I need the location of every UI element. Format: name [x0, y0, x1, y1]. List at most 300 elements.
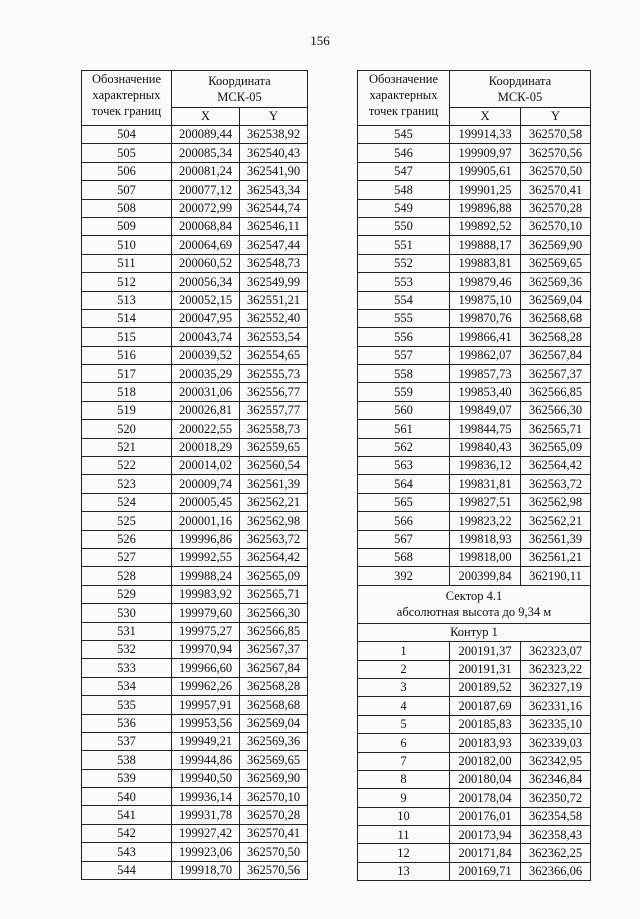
x-coordinate-cell: 199818,93	[450, 530, 521, 548]
section-row	[358, 585, 591, 623]
y-coordinate-cell: 362569,90	[240, 769, 308, 787]
point-id-cell: 538	[82, 751, 172, 769]
y-coordinate-cell: 362554,65	[240, 346, 308, 364]
y-coordinate-cell: 362562,98	[521, 493, 591, 511]
point-id-cell: 516	[82, 346, 172, 364]
x-coordinate-cell: 200399,84	[450, 567, 521, 585]
point-id-cell: 6	[358, 734, 450, 752]
table-row	[82, 346, 308, 364]
point-id-cell: 560	[358, 401, 450, 419]
x-coordinate-cell: 199970,94	[172, 640, 240, 658]
point-id-cell: 8	[358, 770, 450, 788]
y-coordinate-cell: 362190,11	[521, 567, 591, 585]
table-row	[358, 273, 591, 291]
section-heading	[358, 585, 591, 623]
x-coordinate-cell: 199949,21	[172, 732, 240, 750]
table-row	[358, 181, 591, 199]
point-id-cell: 541	[82, 806, 172, 824]
x-coordinate-cell: 199892,52	[450, 217, 521, 235]
point-id-cell: 567	[358, 530, 450, 548]
contour-label: Контур 1	[358, 623, 591, 641]
point-id-cell: 557	[358, 346, 450, 364]
point-id-cell: 509	[82, 217, 172, 235]
table-row	[82, 640, 308, 658]
x-coordinate-cell: 199901,25	[450, 181, 521, 199]
table-row	[358, 309, 591, 327]
y-coordinate-cell: 362568,68	[521, 309, 591, 327]
table-row	[82, 328, 308, 346]
table-row	[358, 660, 591, 678]
y-coordinate-cell: 362570,56	[240, 861, 308, 879]
header-y: Y	[240, 108, 308, 126]
point-id-cell: 523	[82, 475, 172, 493]
table-row	[358, 826, 591, 844]
y-coordinate-cell: 362566,85	[240, 622, 308, 640]
point-id-cell: 12	[358, 844, 450, 862]
point-id-cell: 517	[82, 365, 172, 383]
y-coordinate-cell: 362549,99	[240, 273, 308, 291]
y-coordinate-cell: 362323,07	[521, 642, 591, 660]
point-id-cell: 555	[358, 309, 450, 327]
y-coordinate-cell: 362563,72	[521, 475, 591, 493]
point-id-cell: 507	[82, 181, 172, 199]
x-coordinate-cell: 199844,75	[450, 420, 521, 438]
x-coordinate-cell: 200031,06	[172, 383, 240, 401]
y-coordinate-cell: 362569,36	[521, 273, 591, 291]
point-id-cell: 505	[82, 144, 172, 162]
point-id-cell: 512	[82, 273, 172, 291]
y-coordinate-cell: 362546,11	[240, 217, 308, 235]
y-coordinate-cell: 362567,84	[240, 659, 308, 677]
x-coordinate-cell: 199836,12	[450, 457, 521, 475]
y-coordinate-cell: 362541,90	[240, 162, 308, 180]
point-id-cell: 525	[82, 512, 172, 530]
table-row	[82, 309, 308, 327]
header-name-line: Обозначение	[368, 72, 439, 86]
x-coordinate-cell: 200085,34	[172, 144, 240, 162]
y-coordinate-cell: 362564,42	[240, 548, 308, 566]
table-row	[82, 714, 308, 732]
header-name-line: характерных	[92, 88, 161, 102]
table-row	[358, 328, 591, 346]
y-coordinate-cell: 362354,58	[521, 807, 591, 825]
x-coordinate-cell: 199914,33	[450, 126, 521, 144]
table-row	[82, 732, 308, 750]
x-coordinate-cell: 199862,07	[450, 346, 521, 364]
y-coordinate-cell: 362561,39	[240, 475, 308, 493]
table-row	[82, 365, 308, 383]
x-coordinate-cell: 199940,50	[172, 769, 240, 787]
table-row	[358, 401, 591, 419]
y-coordinate-cell: 362342,95	[521, 752, 591, 770]
point-id-cell: 511	[82, 254, 172, 272]
point-id-cell: 561	[358, 420, 450, 438]
y-coordinate-cell: 362350,72	[521, 789, 591, 807]
point-id-cell: 544	[82, 861, 172, 879]
x-coordinate-cell: 199979,60	[172, 604, 240, 622]
y-coordinate-cell: 362569,90	[521, 236, 591, 254]
point-id-cell: 5	[358, 715, 450, 733]
point-id-cell: 536	[82, 714, 172, 732]
point-id-cell: 559	[358, 383, 450, 401]
y-coordinate-cell: 362569,04	[240, 714, 308, 732]
x-coordinate-cell: 200191,31	[450, 660, 521, 678]
x-coordinate-cell: 199918,70	[172, 861, 240, 879]
table-row	[82, 162, 308, 180]
point-id-cell: 558	[358, 365, 450, 383]
point-id-cell: 535	[82, 696, 172, 714]
header-coord-line: Координата	[208, 74, 271, 88]
x-coordinate-cell: 200005,45	[172, 493, 240, 511]
y-coordinate-cell: 362570,41	[240, 824, 308, 842]
header-name-line: точек границ	[91, 104, 162, 118]
y-coordinate-cell: 362346,84	[521, 770, 591, 788]
x-coordinate-cell: 200173,94	[450, 826, 521, 844]
x-coordinate-cell: 199953,56	[172, 714, 240, 732]
table-row	[358, 678, 591, 696]
x-coordinate-cell: 200052,15	[172, 291, 240, 309]
table-row	[82, 604, 308, 622]
y-coordinate-cell: 362570,10	[240, 788, 308, 806]
y-coordinate-cell: 362567,37	[521, 365, 591, 383]
table-row	[358, 789, 591, 807]
table-row	[358, 420, 591, 438]
table-row	[82, 420, 308, 438]
x-coordinate-cell: 200072,99	[172, 199, 240, 217]
table-row	[82, 512, 308, 530]
header-coordinate	[450, 71, 591, 108]
point-id-cell: 564	[358, 475, 450, 493]
table-row	[358, 162, 591, 180]
y-coordinate-cell: 362561,39	[521, 530, 591, 548]
point-id-cell: 9	[358, 789, 450, 807]
y-coordinate-cell: 362570,28	[240, 806, 308, 824]
x-coordinate-cell: 199988,24	[172, 567, 240, 585]
table-row	[358, 126, 591, 144]
point-id-cell: 546	[358, 144, 450, 162]
point-id-cell: 530	[82, 604, 172, 622]
x-coordinate-cell: 200191,37	[450, 642, 521, 660]
x-coordinate-cell: 200056,34	[172, 273, 240, 291]
y-coordinate-cell: 362556,77	[240, 383, 308, 401]
point-id-cell: 548	[358, 181, 450, 199]
y-coordinate-cell: 362562,21	[240, 493, 308, 511]
y-coordinate-cell: 362564,42	[521, 457, 591, 475]
y-coordinate-cell: 362565,71	[521, 420, 591, 438]
header-point-designation	[358, 71, 450, 126]
y-coordinate-cell: 362570,28	[521, 199, 591, 217]
y-coordinate-cell: 362568,28	[240, 677, 308, 695]
y-coordinate-cell: 362569,04	[521, 291, 591, 309]
point-id-cell: 566	[358, 512, 450, 530]
table-row	[82, 236, 308, 254]
point-id-cell: 13	[358, 862, 450, 880]
point-id-cell: 518	[82, 383, 172, 401]
header-x: X	[172, 108, 240, 126]
point-id-cell: 533	[82, 659, 172, 677]
x-coordinate-cell: 200183,93	[450, 734, 521, 752]
table-row	[358, 770, 591, 788]
x-coordinate-cell: 199957,91	[172, 696, 240, 714]
x-coordinate-cell: 199875,10	[450, 291, 521, 309]
y-coordinate-cell: 362567,37	[240, 640, 308, 658]
point-id-cell: 515	[82, 328, 172, 346]
x-coordinate-cell: 199879,46	[450, 273, 521, 291]
table-row	[82, 144, 308, 162]
x-coordinate-cell: 200068,84	[172, 217, 240, 235]
y-coordinate-cell: 362548,73	[240, 254, 308, 272]
table-row	[358, 548, 591, 566]
header-coord-line: МСК-05	[497, 90, 543, 104]
table-row	[82, 438, 308, 456]
y-coordinate-cell: 362570,41	[521, 181, 591, 199]
x-coordinate-cell: 199909,97	[450, 144, 521, 162]
point-id-cell: 568	[358, 548, 450, 566]
y-coordinate-cell: 362561,21	[521, 548, 591, 566]
y-coordinate-cell: 362562,21	[521, 512, 591, 530]
y-coordinate-cell: 362335,10	[521, 715, 591, 733]
table-row	[82, 751, 308, 769]
table-row	[82, 622, 308, 640]
point-id-cell: 540	[82, 788, 172, 806]
y-coordinate-cell: 362555,73	[240, 365, 308, 383]
table-row	[82, 181, 308, 199]
y-coordinate-cell: 362569,65	[240, 751, 308, 769]
table-row	[358, 530, 591, 548]
coordinates-table-left	[81, 70, 308, 880]
point-id-cell: 529	[82, 585, 172, 603]
point-id-cell: 10	[358, 807, 450, 825]
table-row	[358, 236, 591, 254]
x-coordinate-cell: 199936,14	[172, 788, 240, 806]
x-coordinate-cell: 200077,12	[172, 181, 240, 199]
table-row	[358, 217, 591, 235]
table-row	[358, 642, 591, 660]
table-row	[358, 752, 591, 770]
x-coordinate-cell: 199923,06	[172, 843, 240, 861]
point-id-cell: 510	[82, 236, 172, 254]
point-id-cell: 7	[358, 752, 450, 770]
section-subtitle: абсолютная высота до 9,34 м	[396, 605, 552, 620]
x-coordinate-cell: 199866,41	[450, 328, 521, 346]
point-id-cell: 554	[358, 291, 450, 309]
header-y: Y	[521, 108, 591, 126]
x-coordinate-cell: 200039,52	[172, 346, 240, 364]
point-id-cell: 2	[358, 660, 450, 678]
table-row	[82, 788, 308, 806]
y-coordinate-cell: 362557,77	[240, 401, 308, 419]
header-x: X	[450, 108, 521, 126]
x-coordinate-cell: 200060,52	[172, 254, 240, 272]
table-row	[358, 734, 591, 752]
y-coordinate-cell: 362570,50	[240, 843, 308, 861]
point-id-cell: 532	[82, 640, 172, 658]
y-coordinate-cell: 362570,56	[521, 144, 591, 162]
point-id-cell: 521	[82, 438, 172, 456]
x-coordinate-cell: 199840,43	[450, 438, 521, 456]
point-id-cell: 549	[358, 199, 450, 217]
point-id-cell: 565	[358, 493, 450, 511]
x-coordinate-cell: 199927,42	[172, 824, 240, 842]
x-coordinate-cell: 199883,81	[450, 254, 521, 272]
point-id-cell: 519	[82, 401, 172, 419]
y-coordinate-cell: 362547,44	[240, 236, 308, 254]
x-coordinate-cell: 200022,55	[172, 420, 240, 438]
x-coordinate-cell: 200081,24	[172, 162, 240, 180]
table-row	[358, 254, 591, 272]
x-coordinate-cell: 200035,29	[172, 365, 240, 383]
y-coordinate-cell: 362563,72	[240, 530, 308, 548]
table-row	[358, 457, 591, 475]
table-row	[82, 217, 308, 235]
table-row	[358, 475, 591, 493]
table-row	[358, 291, 591, 309]
x-coordinate-cell: 199975,27	[172, 622, 240, 640]
x-coordinate-cell: 199823,22	[450, 512, 521, 530]
table-row	[82, 199, 308, 217]
point-id-cell: 520	[82, 420, 172, 438]
y-coordinate-cell: 362327,19	[521, 678, 591, 696]
x-coordinate-cell: 199827,51	[450, 493, 521, 511]
y-coordinate-cell: 362562,98	[240, 512, 308, 530]
x-coordinate-cell: 199853,40	[450, 383, 521, 401]
point-id-cell: 528	[82, 567, 172, 585]
point-id-cell: 563	[358, 457, 450, 475]
table-row	[82, 824, 308, 842]
x-coordinate-cell: 200178,04	[450, 789, 521, 807]
coordinates-table-right	[357, 70, 591, 881]
point-id-cell: 539	[82, 769, 172, 787]
x-coordinate-cell: 199992,55	[172, 548, 240, 566]
y-coordinate-cell: 362570,10	[521, 217, 591, 235]
table-row	[358, 346, 591, 364]
point-id-cell: 3	[358, 678, 450, 696]
y-coordinate-cell: 362565,09	[240, 567, 308, 585]
header-coord-line: МСК-05	[217, 90, 262, 104]
y-coordinate-cell: 362569,36	[240, 732, 308, 750]
x-coordinate-cell: 200185,83	[450, 715, 521, 733]
point-id-cell: 543	[82, 843, 172, 861]
header-name-line: Обозначение	[91, 72, 162, 86]
table-row	[358, 493, 591, 511]
table-row	[82, 273, 308, 291]
x-coordinate-cell: 200018,29	[172, 438, 240, 456]
x-coordinate-cell: 200182,00	[450, 752, 521, 770]
table-row	[358, 862, 591, 880]
header-name-line: характерных	[369, 88, 438, 102]
point-id-cell: 537	[82, 732, 172, 750]
table-row	[358, 567, 591, 585]
y-coordinate-cell: 362560,54	[240, 457, 308, 475]
point-id-cell: 11	[358, 826, 450, 844]
table-row	[358, 438, 591, 456]
x-coordinate-cell: 199870,76	[450, 309, 521, 327]
point-id-cell: 534	[82, 677, 172, 695]
table-row	[82, 254, 308, 272]
point-id-cell: 1	[358, 642, 450, 660]
x-coordinate-cell: 199944,86	[172, 751, 240, 769]
table-row	[82, 126, 308, 144]
point-id-cell: 526	[82, 530, 172, 548]
table-row	[358, 365, 591, 383]
x-coordinate-cell: 200176,01	[450, 807, 521, 825]
x-coordinate-cell: 199857,73	[450, 365, 521, 383]
x-coordinate-cell: 200169,71	[450, 862, 521, 880]
point-id-cell: 524	[82, 493, 172, 511]
y-coordinate-cell: 362566,85	[521, 383, 591, 401]
y-coordinate-cell: 362544,74	[240, 199, 308, 217]
x-coordinate-cell: 199962,26	[172, 677, 240, 695]
x-coordinate-cell: 200009,74	[172, 475, 240, 493]
y-coordinate-cell: 362568,28	[521, 328, 591, 346]
x-coordinate-cell: 200180,04	[450, 770, 521, 788]
point-id-cell: 392	[358, 567, 450, 585]
x-coordinate-cell: 199888,17	[450, 236, 521, 254]
table-row	[82, 696, 308, 714]
point-id-cell: 550	[358, 217, 450, 235]
table-row	[82, 585, 308, 603]
table-row	[358, 512, 591, 530]
y-coordinate-cell: 362540,43	[240, 144, 308, 162]
table-row	[82, 383, 308, 401]
x-coordinate-cell: 200189,52	[450, 678, 521, 696]
table-row	[358, 844, 591, 862]
point-id-cell: 556	[358, 328, 450, 346]
point-id-cell: 4	[358, 697, 450, 715]
x-coordinate-cell: 200171,84	[450, 844, 521, 862]
point-id-cell: 522	[82, 457, 172, 475]
x-coordinate-cell: 200047,95	[172, 309, 240, 327]
table-row	[358, 199, 591, 217]
table-row	[358, 715, 591, 733]
y-coordinate-cell: 362570,58	[521, 126, 591, 144]
x-coordinate-cell: 199905,61	[450, 162, 521, 180]
point-id-cell: 513	[82, 291, 172, 309]
y-coordinate-cell: 362569,65	[521, 254, 591, 272]
point-id-cell: 547	[358, 162, 450, 180]
table-row	[358, 697, 591, 715]
table-row	[82, 401, 308, 419]
point-id-cell: 504	[82, 126, 172, 144]
y-coordinate-cell: 362558,73	[240, 420, 308, 438]
x-coordinate-cell: 199896,88	[450, 199, 521, 217]
point-id-cell: 506	[82, 162, 172, 180]
y-coordinate-cell: 362538,92	[240, 126, 308, 144]
y-coordinate-cell: 362552,40	[240, 309, 308, 327]
point-id-cell: 545	[358, 126, 450, 144]
y-coordinate-cell: 362567,84	[521, 346, 591, 364]
x-coordinate-cell: 199931,78	[172, 806, 240, 824]
y-coordinate-cell: 362366,06	[521, 862, 591, 880]
y-coordinate-cell: 362331,16	[521, 697, 591, 715]
y-coordinate-cell: 362323,22	[521, 660, 591, 678]
x-coordinate-cell: 200089,44	[172, 126, 240, 144]
section-title: Сектор 4.1	[445, 589, 503, 604]
header-coord-line: Координата	[488, 74, 552, 88]
x-coordinate-cell: 200014,02	[172, 457, 240, 475]
table-row	[82, 861, 308, 879]
point-id-cell: 562	[358, 438, 450, 456]
table-row	[82, 548, 308, 566]
x-coordinate-cell: 199983,92	[172, 585, 240, 603]
table-row	[358, 807, 591, 825]
contour-row	[358, 623, 591, 641]
table-row	[82, 291, 308, 309]
point-id-cell: 552	[358, 254, 450, 272]
header-name-line: точек границ	[368, 104, 439, 118]
page-number: 156	[310, 33, 330, 48]
point-id-cell: 542	[82, 824, 172, 842]
